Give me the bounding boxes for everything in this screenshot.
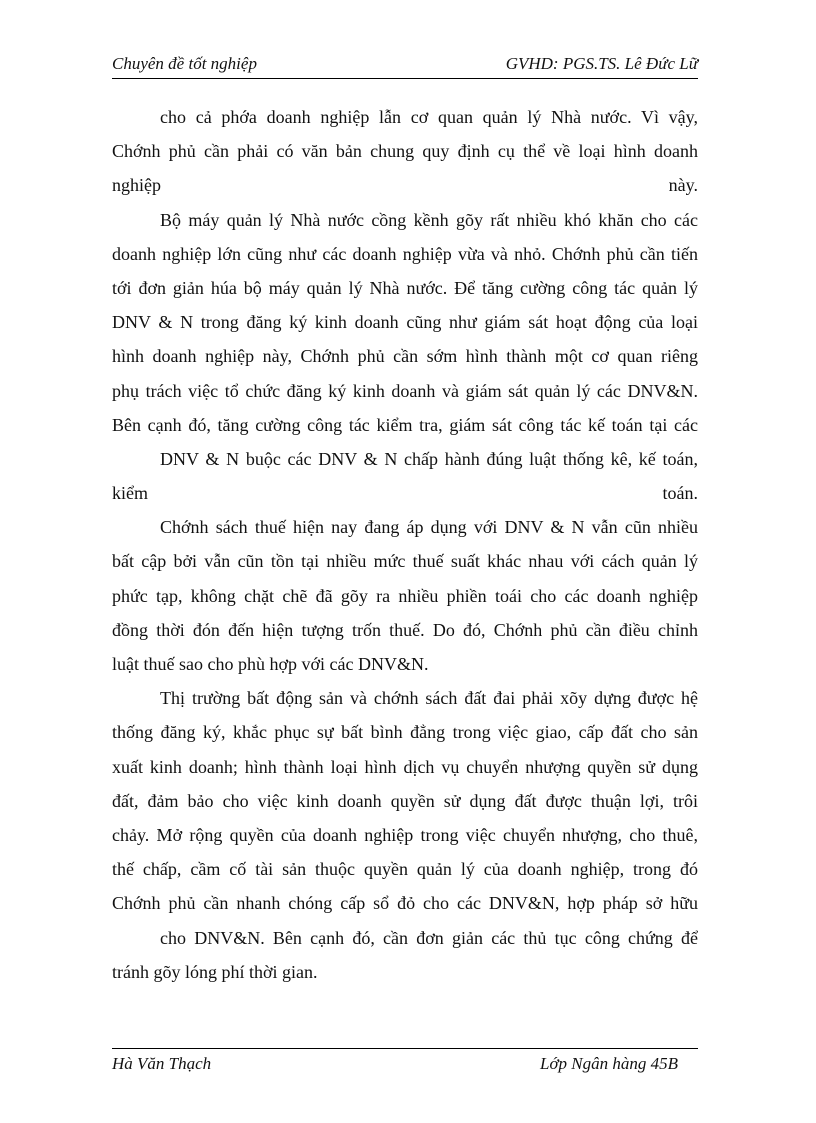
text-line: thế chấp, cầm cố tài sản thuộc quyền quản lý của doanh nghiệp, trong đó xyxy=(112,859,698,880)
text-line: doanh nghiệp lớn cũng như các doanh nghiệp vừa và nhỏ. Chớnh phủ cần tiến xyxy=(112,243,698,264)
header-document-type: Chuyên đề tốt nghiệp xyxy=(112,54,257,73)
text-line: Bên cạnh đó, tăng cường công tác kiểm tra, giám sát công tác kế toán tại các xyxy=(112,414,698,435)
text-line: thống đăng ký, khắc phục sự bất bình đẳng trong việc giao, cấp đất cho sản xyxy=(112,722,698,743)
text-line: kiểm toán. xyxy=(112,483,698,504)
text-line: nghiệp này. xyxy=(112,175,698,196)
text-line: tới đơn giản húa bộ máy quản lý Nhà nước. Để tăng cường công tác quản lý xyxy=(112,277,698,298)
page-header xyxy=(112,52,698,79)
text-line: xuất kinh doanh; hình thành loại hình dịch vụ chuyển nhượng quyền sử dụng xyxy=(112,756,698,777)
text-line: Chớnh sách thuế hiện nay đang áp dụng với DNV & N vẫn cũn nhiều xyxy=(160,517,698,538)
text-line: Chớnh phủ cần phải có văn bản chung quy định cụ thể về loại hình doanh xyxy=(112,141,698,162)
header-supervisor: GVHD: PGS.TS. Lê Đức Lữ xyxy=(505,54,698,73)
text-line: Chớnh phủ cần nhanh chóng cấp sổ đỏ cho các DNV&N, hợp pháp sở hữu xyxy=(112,893,698,914)
page-footer xyxy=(112,1048,698,1079)
text-line: Bộ máy quản lý Nhà nước cồng kềnh gõy rất nhiều khó khăn cho các xyxy=(160,209,698,230)
document-body xyxy=(112,100,698,989)
text-line: cho DNV&N. Bên cạnh đó, cần đơn giản các thủ tục công chứng để xyxy=(160,927,698,948)
text-line: Thị trường bất động sản và chớnh sách đất đai phải xõy dựng được hệ xyxy=(160,688,698,709)
text-line: đất, đảm bảo cho việc kinh doanh quyền sử dụng đất được thuận lợi, trôi xyxy=(112,790,698,811)
footer-author: Hà Văn Thạch xyxy=(112,1054,212,1073)
text-line: phức tạp, không chặt chẽ đã gõy ra nhiều phiền toái cho các doanh nghiệp xyxy=(112,585,698,606)
text-line: chảy. Mở rộng quyền của doanh nghiệp trong việc chuyển nhượng, cho thuê, xyxy=(112,824,698,845)
text-line: tránh gõy lóng phí thời gian. xyxy=(112,961,318,982)
text-line: DNV & N trong đăng ký kinh doanh cũng như giám sát hoạt động của loại xyxy=(112,312,698,333)
footer-class: Lớp Ngân hàng 45B xyxy=(539,1054,678,1073)
text-line: DNV & N buộc các DNV & N chấp hành đúng luật thống kê, kế toán, xyxy=(160,448,698,469)
text-line: cho cả phớa doanh nghiệp lẫn cơ quan quản lý Nhà nước. Vì vậy, xyxy=(160,107,698,127)
text-line: phụ trách việc tổ chức đăng ký kinh doanh và giám sát quản lý các DNV&N. xyxy=(112,380,698,401)
text-line: hình doanh nghiệp này, Chớnh phủ cần sớm hình thành một cơ quan riêng xyxy=(112,346,698,367)
text-line: luật thuế sao cho phù hợp với các DNV&N. xyxy=(112,654,429,674)
text-line: đồng thời đón đến hiện tượng trốn thuế. Do đó, Chớnh phủ cần điều chỉnh xyxy=(112,619,698,640)
text-line: bất cập bởi vẫn cũn tồn tại nhiều mức thuế suất khác nhau với cách quản lý xyxy=(112,551,698,572)
